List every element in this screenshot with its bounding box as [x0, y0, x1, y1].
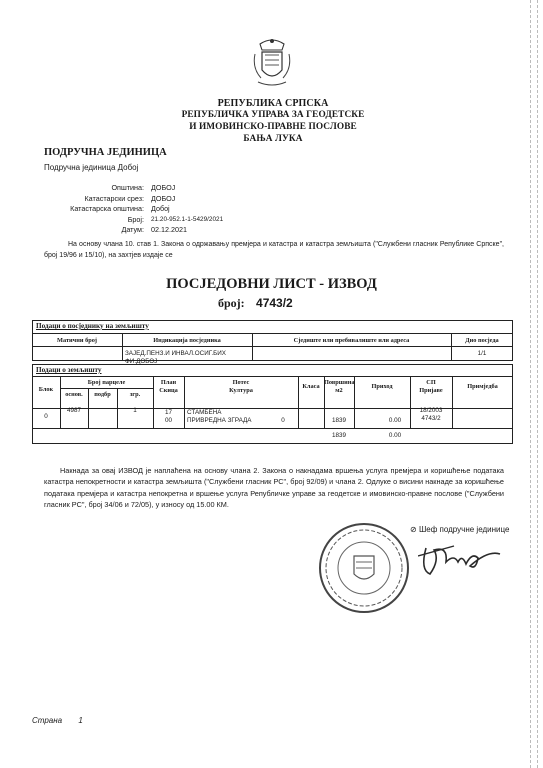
field-value: ДОБОЈ — [151, 183, 176, 192]
land-header-class: Класа — [302, 383, 320, 390]
scan-edge-line — [537, 0, 539, 768]
land-header-sp: СП — [426, 379, 436, 386]
land-row-base: 4987 — [66, 407, 81, 414]
land-header-income: Приход — [371, 383, 393, 390]
field-row-number — [52, 215, 223, 226]
owner-header-share: Дио посједа — [465, 337, 499, 344]
owner-holder-value: ЗАЈЕД.ПЕНЗ.И ИНВАЛ.ОСИГ.БИХ ФИ.ДОБОЈ — [125, 350, 226, 365]
land-header-m2: м2 — [335, 387, 343, 394]
land-header-parcel: Број парцеле — [87, 379, 126, 386]
intro-paragraph: На основу члана 10. став 1. Закона о одржавању премјера и катастра и катастра земљишта ("Службени гласник Републике Српске", број 19/96 и 15/10), на захтјев издаје се — [44, 241, 504, 260]
signature-role — [410, 525, 509, 534]
field-row-district — [52, 194, 223, 205]
land-header-sketch: Скица — [159, 387, 178, 394]
field-label: Катастарски срез: — [84, 193, 144, 203]
document-number-value: 4743/2 — [256, 296, 293, 310]
field-label: Датум: — [121, 225, 144, 235]
field-value: 21.20-952.1-1-5429/2021 — [151, 215, 224, 223]
city-line: БАЊА ЛУКА — [243, 134, 303, 144]
field-label: Број: — [127, 214, 144, 224]
official-stamp — [318, 522, 410, 614]
land-row-income: 0.00 — [388, 417, 402, 424]
owner-share-value: 1/1 — [477, 350, 487, 357]
total-income: 0.00 — [388, 432, 402, 439]
land-row-sketch: 00 — [164, 417, 172, 424]
land-row-filing: 4743/2 — [421, 415, 441, 422]
owner-header-address: Сједиште или пребивалиште или адреса — [293, 337, 410, 344]
republic-heading: РЕПУБЛИКА СРПСКА — [217, 98, 329, 109]
field-label: Катастарска општина: — [70, 204, 144, 214]
land-row-building: 1 — [133, 407, 137, 414]
land-divider — [32, 428, 513, 429]
page-label: Страна — [32, 716, 63, 725]
signature-dash: ⊘ — [410, 525, 419, 534]
land-row-block: 0 — [44, 413, 48, 420]
land-header-base: основ. — [65, 391, 83, 398]
field-row-date — [52, 225, 223, 236]
land-section-title: Подаци о земљишту — [36, 366, 102, 374]
unit-title: ПОДРУЧНА ЈЕДИНИЦА — [44, 147, 167, 158]
owner-divider — [32, 346, 513, 347]
page-number: 1 — [78, 716, 83, 725]
land-header-remark: Примједба — [467, 383, 498, 390]
field-label: Општина: — [111, 183, 144, 192]
document-number-label: број: — [218, 296, 245, 310]
document-fields — [52, 183, 223, 236]
total-surface: 1839 — [331, 432, 346, 439]
owner-header-id: Матични број — [57, 337, 97, 344]
field-row-cadastral-municipality — [52, 204, 223, 215]
unit-name: Подручна јединица Добој — [44, 163, 139, 172]
fee-paragraph: Накнада за овај ИЗВОД је наплаћена на основу члана 2. Закона о накнадама вршења услуга премјера и коришћење података катастра непокретности и катастра земљишта ("Службени гласник РС", број 92/09) и члана 2. Одлуке о висини накнаде за коришћење података премјера и катастра непокретна и вршење услуга Републичке управе за геодетске и имовинско-правне послове ("Службени гласник РС", број 34/06 и 72/05), у износу од 15.00 КМ. — [44, 466, 504, 510]
page-footer — [32, 716, 83, 725]
land-divider — [32, 376, 513, 377]
agency-line-2: И ИМОВИНСКО-ПРАВНЕ ПОСЛОВЕ — [189, 122, 357, 132]
land-header-plan: План — [160, 379, 177, 386]
land-header-block: Блок — [38, 386, 54, 393]
land-row-class: 0 — [281, 417, 285, 424]
agency-line-1: РЕПУБЛИЧКА УПРАВА ЗА ГЕОДЕТСКЕ — [181, 110, 365, 120]
land-row-sp: 18/2003 — [419, 407, 443, 414]
field-value: Добој — [151, 204, 170, 214]
owner-section-title: Подаци о посједнику на земљишту — [36, 322, 149, 330]
field-row-municipality — [52, 183, 223, 194]
handwritten-signature — [418, 540, 508, 580]
land-header-filings: Пријаве — [419, 387, 443, 394]
signature-role-label: Шеф подручне јединице — [418, 525, 510, 534]
land-row-area-name: СТАМБЕНА — [187, 409, 222, 416]
scan-edge-line — [530, 0, 532, 768]
coat-of-arms-icon — [252, 36, 292, 90]
land-row-surface: 1839 — [331, 417, 346, 424]
owner-divider — [32, 333, 513, 334]
document-number — [218, 296, 293, 311]
field-value: ДОБОЈ — [151, 193, 176, 203]
field-value: 02.12.2021 — [151, 225, 187, 235]
parcel-divider — [60, 388, 153, 389]
owner-header-holder: Индикација посједника — [153, 337, 221, 344]
document-title: ПОСЈЕДОВНИ ЛИСТ - ИЗВОД — [166, 276, 377, 292]
land-row-plan: 17 — [164, 409, 172, 416]
land-header-building: згр. — [129, 391, 141, 398]
land-header-culture: Култура — [229, 387, 253, 394]
land-header-area-name: Потес — [232, 379, 250, 386]
land-header-sub: подбр — [94, 391, 111, 398]
land-row-culture: ПРИВРЕДНА ЗГРАДА — [187, 417, 252, 424]
land-header-surface: Површина — [324, 379, 355, 386]
